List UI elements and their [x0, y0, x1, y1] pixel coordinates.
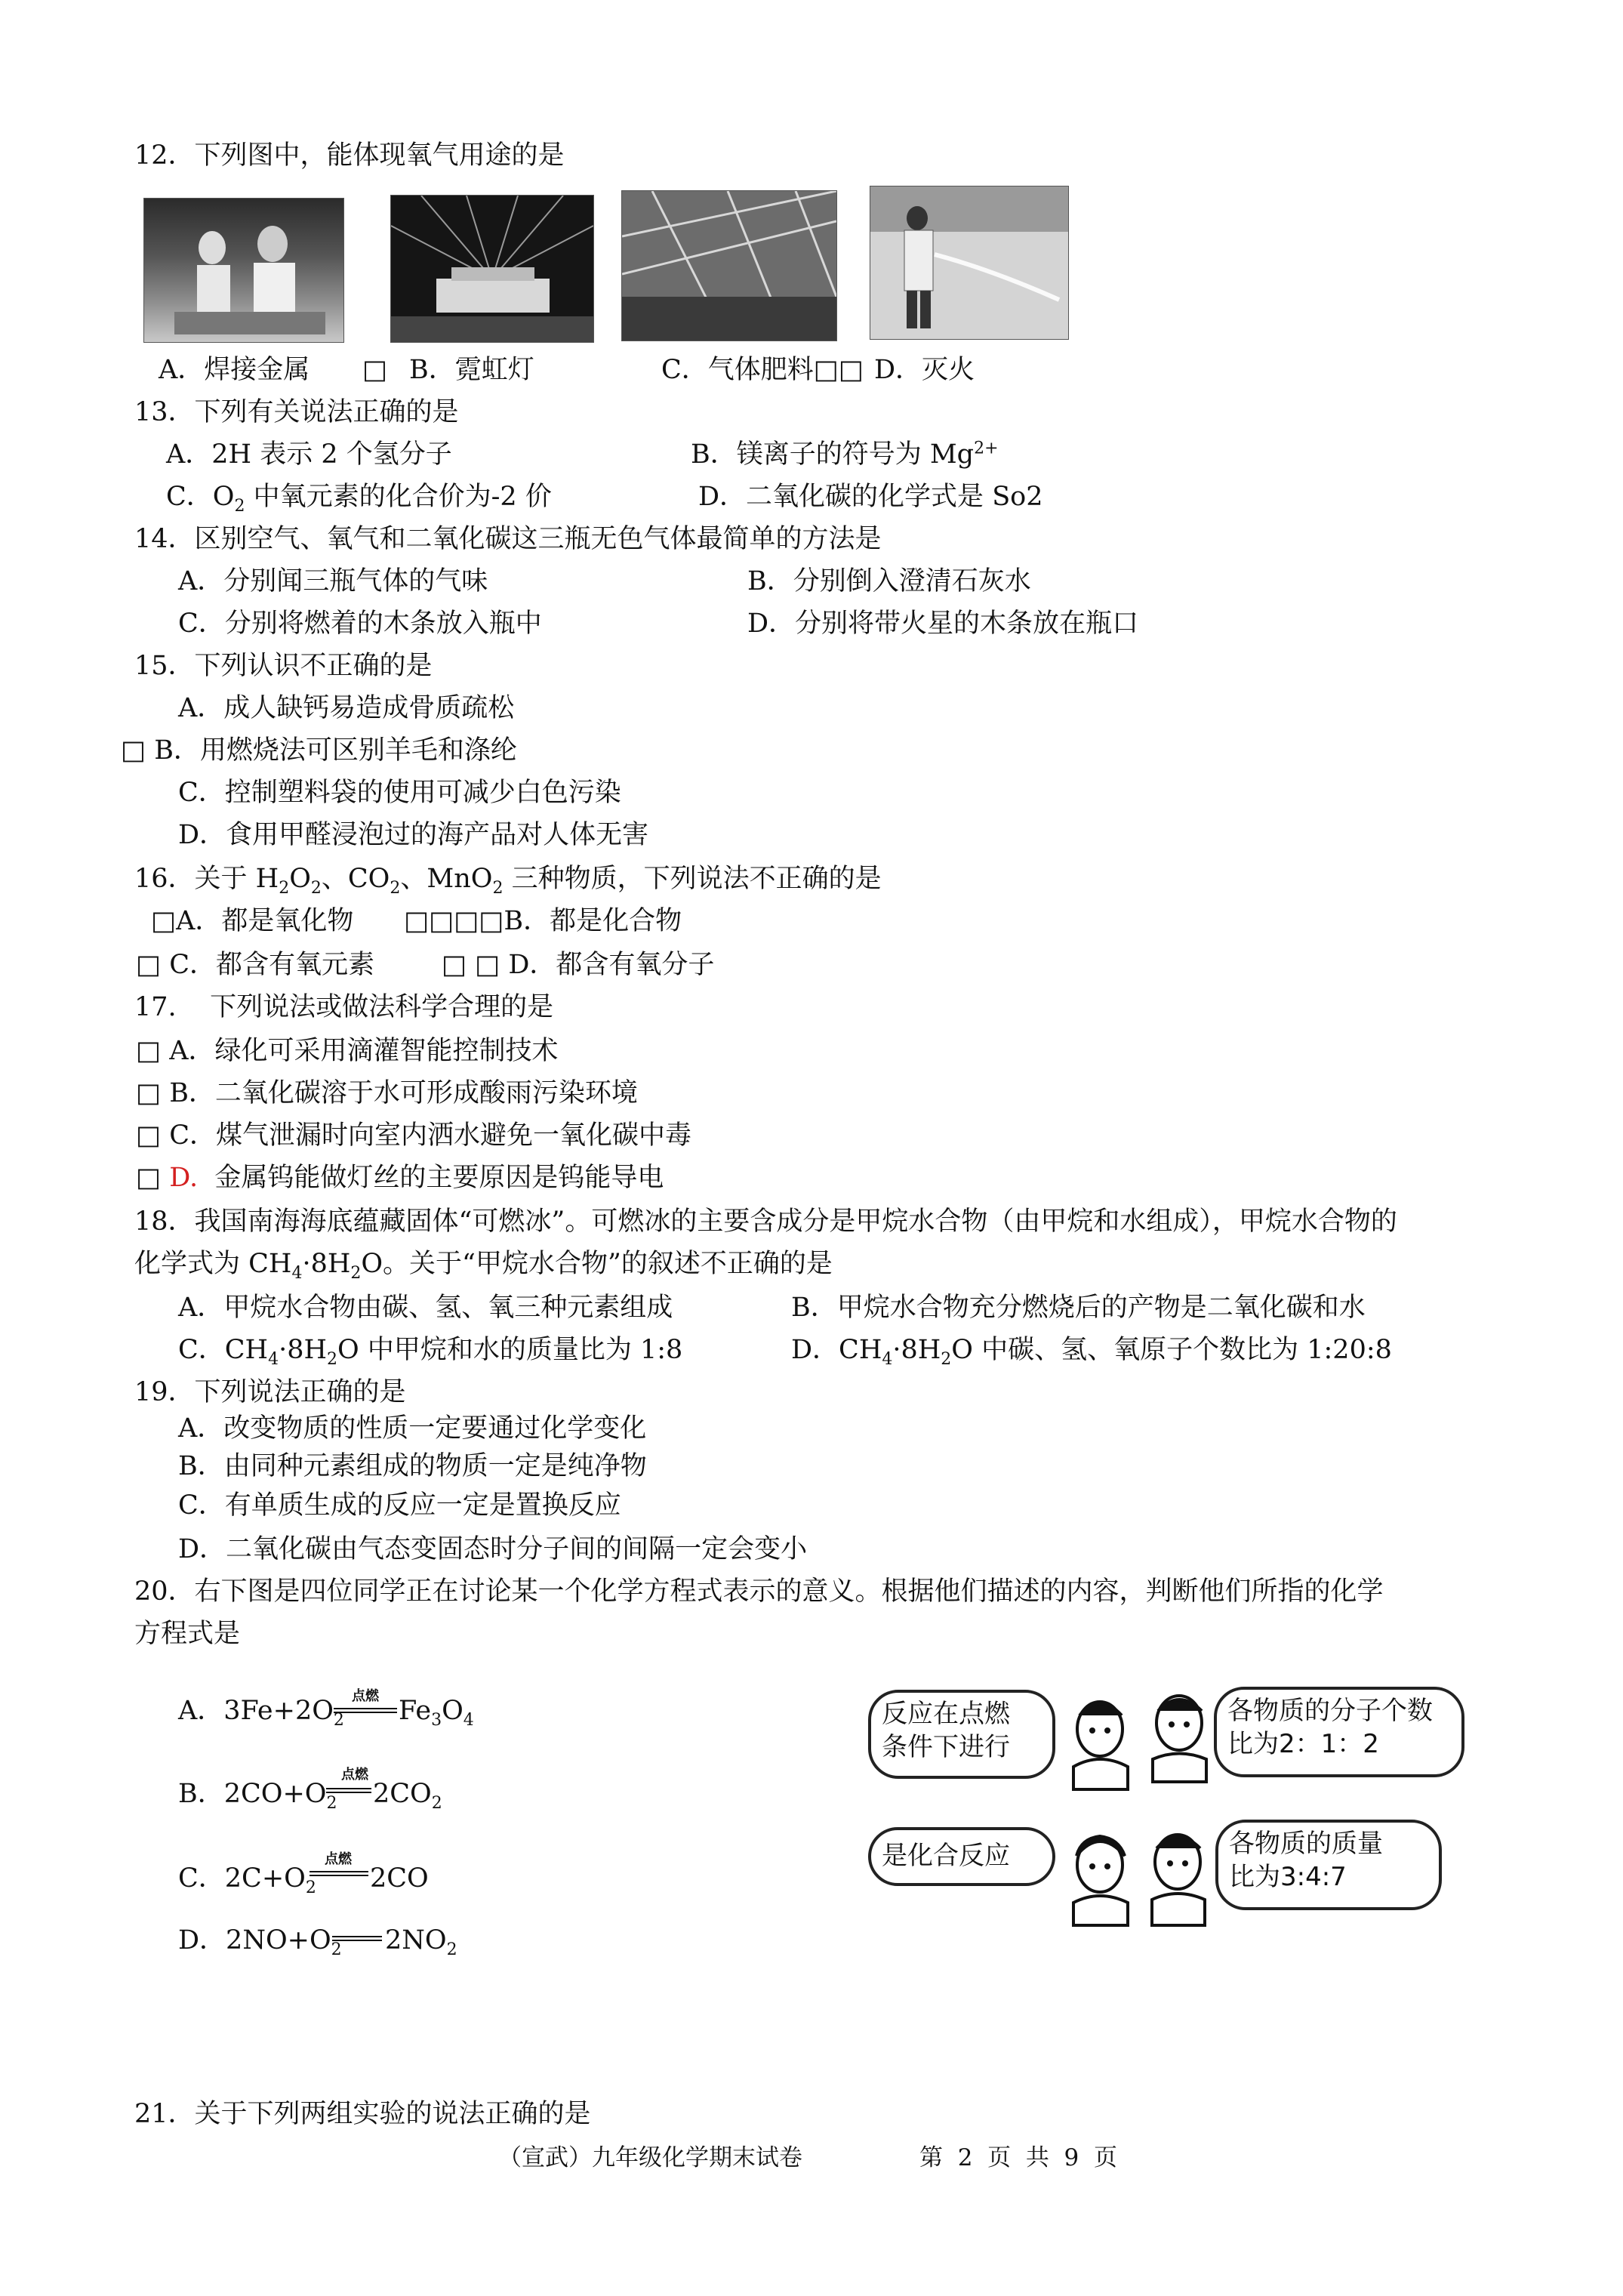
q20-option-c-condition: 点燃: [325, 1851, 352, 1867]
q20-option-b-equals: [326, 1788, 371, 1793]
welding-workers-icon: [144, 199, 343, 342]
q20-option-b-condition: 点燃: [341, 1767, 368, 1783]
footer-page-number: 第 2 页 共 9 页: [919, 2144, 1117, 2171]
greenhouse-photo: [621, 190, 837, 341]
q17-option-b: □ B．二氧化碳溶于水可形成酸雨污染环境: [136, 1078, 638, 1108]
q16-options-ab: □A．都是氧化物 □□□□B．都是化合物: [151, 906, 682, 936]
footer-title: （宣武）九年级化学期末试卷: [498, 2144, 802, 2171]
q17-stem: 17. 下列说法或做法科学合理的是: [134, 992, 554, 1022]
q20-stem-line1: 20．右下图是四位同学正在讨论某一个化学方程式表示的意义。根据他们描述的内容，判断他们所指的化学: [134, 1576, 1384, 1607]
q13-option-d: D．二氧化碳的化学式是 So2: [698, 482, 1043, 512]
q16-options-cd: □ C．都含有氧元素 □ □ D．都含有氧分子: [136, 950, 715, 980]
q18-stem-line1: 18．我国南海海底蕴藏固体“可燃冰”。可燃冰的主要含成分是甲烷水合物（由甲烷和水组成），甲烷水合物的: [134, 1207, 1397, 1237]
q17-option-c: □ C．煤气泄漏时向室内洒水避免一氧化碳中毒: [136, 1120, 691, 1151]
firefighter-icon: [870, 186, 1068, 339]
bubble-tl-line2: 条件下进行: [882, 1732, 1010, 1762]
bubble-top-left: [868, 1690, 1055, 1779]
q20-option-d-right: $2NO_2$: [385, 1925, 457, 1959]
q13-option-c: C．$O_2$ 中氧元素的化合价为-2 价: [166, 482, 552, 516]
q16-stem: 16．关于 $H_2O_2$、$CO_2$、MnO$_2$ 三种物质，下列说法不正确的是: [134, 864, 882, 898]
q18-option-b: B．甲烷水合物充分燃烧后的产物是二氧化碳和水: [791, 1293, 1366, 1323]
q12-stem: 12．下列图中，能体现氧气用途的是: [134, 140, 565, 171]
q20-option-b-right: $2CO_2$: [373, 1779, 442, 1813]
bubble-bl-line1: 是化合反应: [882, 1841, 1010, 1871]
q20-option-b-left: B．$2CO+O_2$: [178, 1779, 337, 1813]
q17-option-d: □ D. 金属钨能做灯丝的主要原因是钨能导电: [136, 1163, 664, 1193]
q12-option-a: A．焊接金属: [159, 355, 310, 385]
q15-stem: 15．下列认识不正确的是: [134, 651, 433, 681]
q18-option-d: D．$CH_4\cdot 8H_2O$ 中碳、氢、氧原子个数比为 1:20:8: [791, 1335, 1392, 1369]
bubble-br-line1: 各物质的质量: [1229, 1829, 1383, 1859]
bubble-bottom-right: [1215, 1820, 1442, 1910]
neon-lights-icon: [391, 196, 593, 342]
q20-option-a-left: A．$3Fe+2O_2$: [178, 1696, 344, 1730]
q20-stem-line2: 方程式是: [134, 1619, 241, 1649]
q19-stem: 19．下列说法正确的是: [134, 1377, 406, 1407]
q20-option-a-right: $Fe_3O_4$: [399, 1696, 474, 1730]
q17-option-d-letter: D.: [169, 1163, 199, 1193]
q18-stem-line2: 化学式为 $CH_4\cdot 8H_2O$。关于“甲烷水合物”的叙述不正确的是: [134, 1249, 833, 1283]
q18-option-a: A．甲烷水合物由碳、氢、氧三种元素组成: [178, 1293, 673, 1323]
q15-option-d: D．食用甲醛浸泡过的海产品对人体无害: [178, 820, 649, 850]
q19-option-d: D．二氧化碳由气态变固态时分子间的间隔一定会变小: [178, 1534, 808, 1564]
q14-option-d: D．分别将带火星的木条放在瓶口: [747, 609, 1139, 639]
q15-option-b: □ B．用燃烧法可区别羊毛和涤纶: [121, 735, 517, 766]
q12-box: □: [362, 355, 388, 385]
q20-option-c-equals: [310, 1871, 368, 1876]
q20-option-a-equals: [334, 1708, 397, 1713]
q19-option-b: B．由同种元素组成的物质一定是纯净物: [178, 1451, 647, 1481]
q19-option-a: A．改变物质的性质一定要通过化学变化: [178, 1413, 647, 1444]
q20-option-c-right: 2CO: [370, 1863, 429, 1894]
q18-option-c: C．$CH_4\cdot 8H_2O$ 中甲烷和水的质量比为 1:8: [178, 1335, 683, 1369]
q20-option-d-equals: [332, 1936, 382, 1941]
welding-photo: [143, 198, 344, 343]
q12-option-b: B．霓虹灯: [409, 355, 534, 385]
q21-stem: 21．关于下列两组实验的说法正确的是: [134, 2099, 591, 2129]
q14-option-a: A．分别闻三瓶气体的气味: [178, 566, 488, 596]
bubble-tr-line2: 比为2：1：2: [1227, 1729, 1379, 1759]
q13-option-b: B．镁离子的符号为 $Mg^{2+}$: [691, 439, 999, 470]
bubble-tl-line1: 反应在点燃: [882, 1699, 1010, 1729]
bubble-br-line2: 比为3:4:7: [1229, 1862, 1347, 1892]
q20-option-c-left: C．$2C+O_2$: [178, 1863, 316, 1897]
q12-option-d: D．灭火: [874, 355, 975, 385]
q15-option-c: C．控制塑料袋的使用可减少白色污染: [178, 778, 621, 808]
bubble-tr-line1: 各物质的分子个数: [1227, 1696, 1433, 1726]
q20-option-d-left: D．$2NO+O_2$: [178, 1925, 342, 1959]
q13-stem: 13．下列有关说法正确的是: [134, 397, 459, 427]
q15-option-a: A．成人缺钙易造成骨质疏松: [178, 693, 515, 723]
greenhouse-icon: [622, 191, 836, 341]
q17-option-a: □ A．绿化可采用滴灌智能控制技术: [136, 1036, 559, 1066]
bubble-bottom-left: [868, 1827, 1055, 1886]
q19-option-c: C．有单质生成的反应一定是置换反应: [178, 1490, 621, 1521]
q14-option-c: C．分别将燃着的木条放入瓶中: [178, 609, 542, 639]
firefighting-photo: [870, 186, 1069, 340]
q12-option-c: C．气体肥料□□: [661, 355, 864, 385]
q13-option-a: A．2H 表示 2 个氢分子: [166, 439, 452, 470]
students-icon: [1058, 1676, 1217, 1933]
discussion-figure: [861, 1676, 1464, 1933]
neon-photo: [390, 195, 594, 343]
q14-stem: 14．区别空气、氧气和二氧化碳这三瓶无色气体最简单的方法是: [134, 524, 882, 554]
q14-option-b: B．分别倒入澄清石灰水: [747, 566, 1031, 596]
q20-option-a-condition: 点燃: [352, 1688, 379, 1704]
bubble-top-right: [1214, 1687, 1464, 1777]
